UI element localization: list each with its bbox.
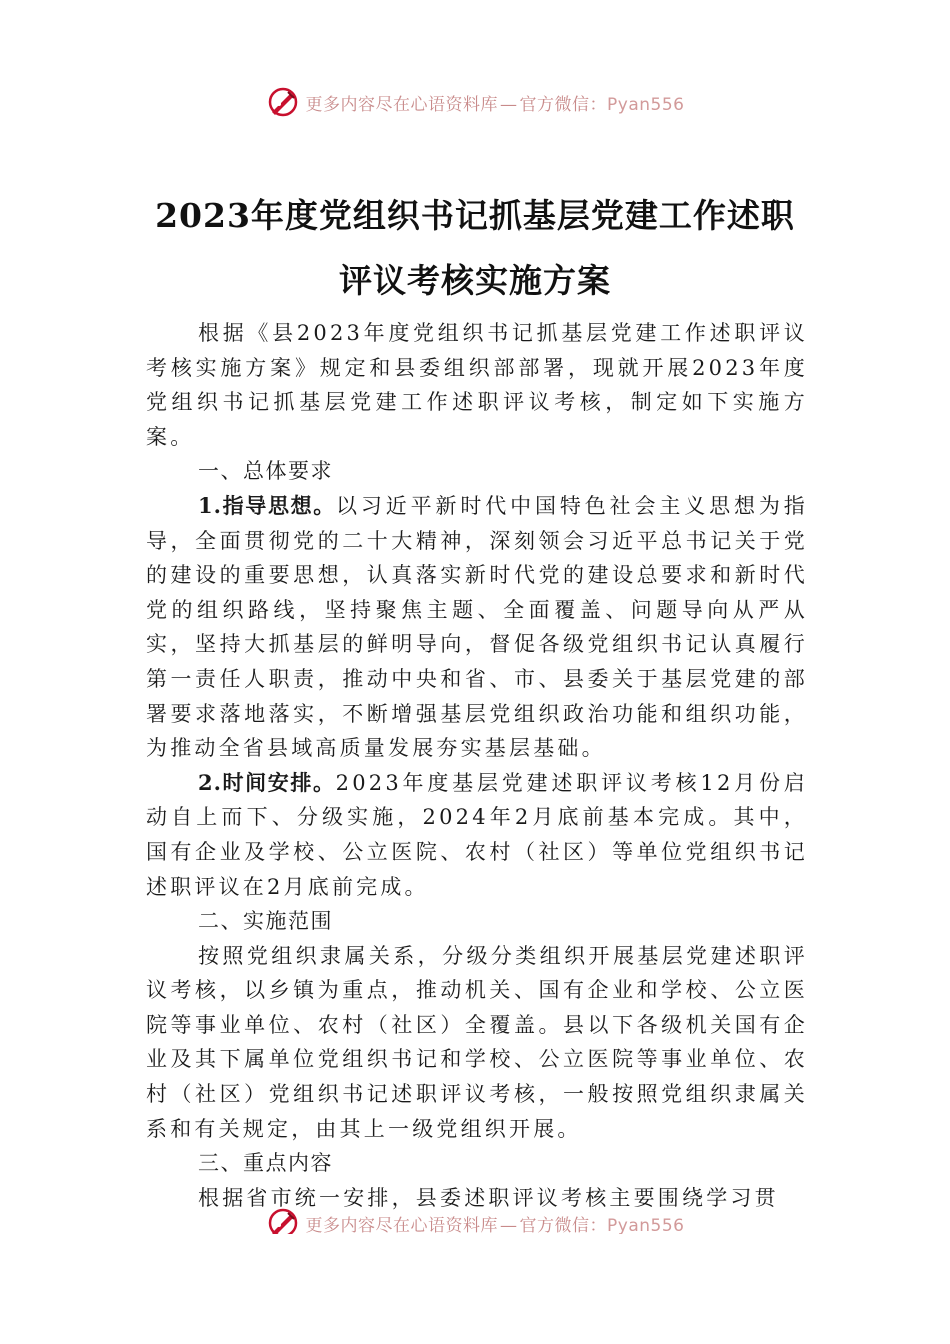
document-body bbox=[146, 316, 808, 1215]
section-heading-3: 三、重点内容 bbox=[198, 1151, 333, 1176]
watermark-text: 更多内容尽在心语资料库 — 官方微信：Pyan556 bbox=[305, 1215, 685, 1234]
section-heading-2: 二、实施范围 bbox=[198, 909, 333, 934]
intro-paragraph: 根据《县2023年度党组织书记抓基层党建工作述职评议考核实施方案》规定和县委组织部部署，现就开展2023年度党组织书记抓基层党建工作述职评议考核，制定如下实施方案。 bbox=[146, 321, 808, 449]
pen-logo-icon bbox=[266, 85, 300, 119]
item-2-label: 2.时间安排。 bbox=[198, 769, 336, 795]
pen-logo-icon bbox=[266, 1206, 300, 1234]
item-2-text: 2023年度基层党建述职评议考核12月份启动自上而下、分级实施，2024年2月底前基本完成。其中，国有企业及学校、公立医院、农村（社区）等单位党组织书记述职评议在2月底前完成。 bbox=[146, 770, 808, 899]
item-1-paragraph bbox=[146, 489, 808, 766]
section-heading-1: 一、总体要求 bbox=[198, 459, 333, 484]
document-title-line-1: 2023年度党组织书记抓基层党建工作述职 bbox=[155, 196, 795, 235]
document-title-line-2: 评议考核实施方案 bbox=[339, 261, 611, 300]
item-2-paragraph bbox=[146, 766, 808, 904]
section-2-paragraph: 按照党组织隶属关系，分级分类组织开展基层党建述职评议考核，以乡镇为重点，推动机关、国有企业和学校、公立医院等事业单位、农村（社区）全覆盖。县以下各级机关国有企业及其下属单位党组织书记和学校、公立医院等事业单位、农村（社区）党组织书记述职评议考核，一般按照党组织隶属关系和有关规定，由其上一级党组织开展。 bbox=[146, 943, 808, 1141]
watermark-footer bbox=[0, 1204, 950, 1234]
item-1-label: 1.指导思想。 bbox=[198, 492, 336, 518]
section-3-paragraph: 根据省市统一安排，县委述职评议考核主要围绕学习贯 bbox=[198, 1185, 779, 1210]
item-1-text: 以习近平新时代中国特色社会主义思想为指导，全面贯彻党的二十大精神，深刻领会习近平总书记关于党的建设的重要思想，认真落实新时代党的建设总要求和新时代党的组织路线，坚持聚焦主题、全面覆盖、问题导向从严从实，坚持大抓基层的鲜明导向，督促各级党组织书记认真履行第一责任人职责，推动中央和省、市、县委关于基层党建的部署要求落地落实，不断增强基层党组织政治功能和组织功能，为推动全省县域高质量发展夯实基层基础。 bbox=[146, 493, 808, 761]
watermark-text: 更多内容尽在心语资料库 — 官方微信：Pyan556 bbox=[305, 94, 685, 115]
watermark-header bbox=[0, 82, 950, 122]
